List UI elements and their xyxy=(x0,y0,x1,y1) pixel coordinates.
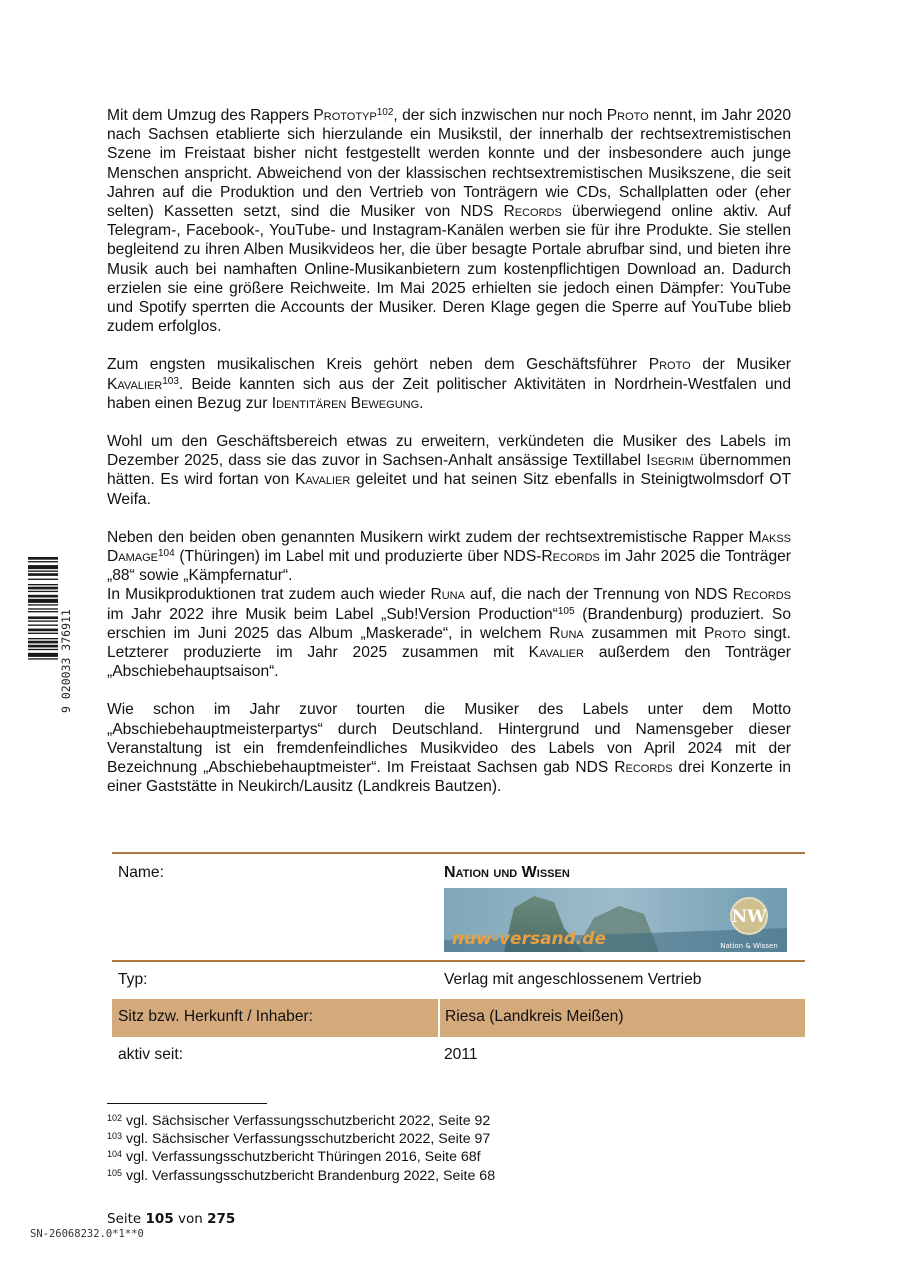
name-records: Records xyxy=(541,548,600,566)
text: der Musiker xyxy=(690,356,791,374)
barcode-bar xyxy=(28,645,58,648)
name-cell xyxy=(439,853,805,961)
barcode-bar xyxy=(28,653,58,657)
document-code: SN-26068232.0*1**0 xyxy=(30,1228,144,1240)
paragraph-5 xyxy=(107,585,791,681)
footnote-separator xyxy=(107,1103,267,1104)
name-proto: Proto xyxy=(703,624,746,642)
barcode-bar xyxy=(28,587,58,590)
banner-logo-caption: Nation & Wissen xyxy=(720,942,778,950)
barcode-bars xyxy=(28,557,58,660)
barcode-bar xyxy=(28,565,58,569)
table-row-typ xyxy=(112,961,805,999)
page-number xyxy=(107,1211,235,1227)
body-text xyxy=(107,106,791,816)
barcode-bar xyxy=(28,620,58,621)
barcode-bar xyxy=(28,629,58,632)
org-name: Nation und Wissen xyxy=(444,864,570,881)
footnote-number: 104 xyxy=(107,1149,123,1160)
name-records: Records xyxy=(614,759,673,777)
barcode-bar xyxy=(28,571,58,572)
text: Neben den beiden oben genannten Musikern wirkt zudem der rechtsextremistische Rapper xyxy=(107,528,749,546)
barcode-bar xyxy=(28,611,58,612)
name-runa: Runa xyxy=(430,586,465,604)
footnote-text: vgl. Verfassungsschutzbericht Thüringen 2016, Seite 68f xyxy=(122,1149,481,1166)
page-current: 105 xyxy=(145,1211,174,1227)
footnote-ref-105[interactable]: 105 xyxy=(557,605,575,617)
name-label: Name: xyxy=(112,853,439,961)
footnote-number: 102 xyxy=(107,1113,123,1123)
barcode-bar xyxy=(28,584,58,585)
barcode-bar xyxy=(28,573,58,576)
barcode-bar xyxy=(28,649,58,650)
text: (Thüringen) im Label mit und produzierte über NDS- xyxy=(174,548,542,566)
barcode-bar xyxy=(28,579,58,580)
name-proto: Proto xyxy=(648,356,691,374)
text: singt. Letzterer produzierte im Jahr 2025 zusammen mit xyxy=(107,624,791,662)
name-nds-records: NDS Records xyxy=(460,203,562,221)
aktiv-label: aktiv seit: xyxy=(118,1046,183,1063)
barcode-bar xyxy=(28,595,58,598)
paragraph-6 xyxy=(107,700,791,796)
paragraph-4 xyxy=(107,528,791,586)
text: übernommen hätten. Es wird fortan von xyxy=(107,452,791,489)
name-records: Records xyxy=(732,586,791,604)
footnote-text: vgl. Sächsischer Verfassungsschutzbericht 2022, Seite 97 xyxy=(122,1131,491,1148)
text: nennt, im Jahr 2020 nach Sachsen etablierte sich hierzulande ein Musikstil, der innerhalb der rechtsextremistischen Szene im Freistaat bisher nicht festgestellt werden konnte und der insbesondere auch junge Menschen anspricht. Abweichend von der klassischen rechtsextremistischen Musikszene, die seit Jahren auf die Produktion und den Vertrieb von Tonträgern wie CDs, Schallplatten oder (eher selten) Kassetten setzt, sind die Musiker von xyxy=(107,107,791,221)
table-row-sitz xyxy=(112,999,805,1037)
barcode-bar xyxy=(28,638,58,639)
paragraph-3 xyxy=(107,432,791,509)
footnote-item xyxy=(107,1148,495,1166)
footnote-item xyxy=(107,1167,495,1185)
text: überwiegend online aktiv. Auf Telegram-, Facebook-, YouTube- und Instagram-Kanälen werben sie für ihre Produkte. Sie stellen begleitend zu ihren Alben Musikvideos her, die über besagte Portale abrufbar sind, und bieten ihre Musik auch bei namhaften Online-Musikanbietern zum kostenpflichtigen Download an. Dadurch erzielen sie eine größere Reichweite. Im Mai 2025 erhielten sie jedoch einen Dämpfer: YouTube und Spotify sperrten die Accounts der Musiker. Deren Klage gegen die Sperre auf YouTube blieb zudem erfolglos. xyxy=(107,203,791,336)
barcode-digits: 9 020033 376911 xyxy=(59,609,73,713)
page-total: 275 xyxy=(207,1211,236,1227)
barcode-bar xyxy=(28,561,58,562)
footnote-ref-102[interactable]: 102 xyxy=(376,107,394,118)
label-info-table xyxy=(112,852,805,1075)
footnote-number: 105 xyxy=(107,1167,123,1178)
barcode-bar xyxy=(28,608,58,609)
text: (Brandenburg) produziert. So erschien im Juni 2025 das Album „Maskerade“, in welchem xyxy=(107,605,791,642)
banner-site-text: nuw-versand.de xyxy=(452,929,606,949)
barcode-bar xyxy=(28,557,58,560)
text: Mit dem Umzug des Rappers xyxy=(107,107,314,124)
page-middle: von xyxy=(173,1211,208,1227)
sitz-label: Sitz bzw. Herkunft / Inhaber: xyxy=(112,999,439,1037)
name-prototyp: Prototyp xyxy=(313,107,377,124)
barcode-bar xyxy=(28,616,58,619)
text: drei Konzerte in einer Gaststätte in Neukirch/Lausitz (Landkreis Bautzen). xyxy=(107,759,791,796)
text: In Musikproduktionen trat zudem auch wieder xyxy=(107,586,431,604)
text: außerdem den Tonträger „Abschiebehauptsaison“. xyxy=(107,644,791,681)
barcode-bar xyxy=(28,633,58,634)
text: im Jahr 2025 die Tonträger „88“ sowie „Kämpfernatur“. xyxy=(107,548,791,585)
barcode-bar xyxy=(28,625,58,626)
page-prefix: Seite xyxy=(107,1211,146,1227)
banner-logo-letters: NW xyxy=(731,907,767,927)
barcode-bar xyxy=(28,658,58,659)
barcode-bar xyxy=(28,604,58,605)
text: geleitet und hat seinen Sitz ebenfalls in Steinigtwolmsdorf OT Weifa. xyxy=(107,471,791,508)
barcode-bar xyxy=(28,641,58,644)
name-isegrim: Isegrim xyxy=(646,452,694,470)
text: zusammen mit xyxy=(583,624,704,642)
barcode-bar xyxy=(28,591,58,592)
footnote-ref-104[interactable]: 104 xyxy=(158,548,175,560)
name-kavalier: Kavalier xyxy=(295,471,351,489)
sitz-value: Riesa (Landkreis Meißen) xyxy=(439,999,805,1037)
table-row-name xyxy=(112,853,805,961)
text: Wohl um den Geschäftsbereich etwas zu erweitern, verkündeten die Musiker des Labels im Dezember 2025, dass sie das zuvor in Sachsen-Anhalt ansässige Textillabel xyxy=(107,433,791,470)
paragraph-1 xyxy=(107,106,791,336)
nuw-banner-image xyxy=(444,888,787,952)
name-kavalier: Kavalier xyxy=(528,644,584,662)
footnote-text: vgl. Verfassungsschutzbericht Brandenburg 2022, Seite 68 xyxy=(122,1167,496,1184)
footnote-ref-103[interactable]: 103 xyxy=(162,375,179,387)
aktiv-value: 2011 xyxy=(444,1046,478,1063)
footnote-number: 103 xyxy=(107,1131,123,1142)
footnotes xyxy=(107,1112,495,1185)
footnote-text: vgl. Sächsischer Verfassungsschutzbericht 2022, Seite 92 xyxy=(122,1113,491,1129)
text: Zum engsten musikalischen Kreis gehört neben dem Geschäftsführer xyxy=(107,356,649,374)
text: im Jahr 2022 ihre Musik beim Label „Sub!Version Production“ xyxy=(107,605,558,623)
text: auf, die nach der Trennung von NDS xyxy=(464,586,733,604)
text: Wie schon im Jahr zuvor tourten die Musiker des Labels unter dem Motto „Abschiebehauptmeisterpartys“ durch Deutschland. Hintergrund und Namensgeber dieser Veranstaltung ist ein fremdenfeindliches Musikvideo des Labels von April 2024 mit der Bezeichnung „Abschiebehauptmeister“. Im Freistaat Sachsen gab NDS xyxy=(107,701,791,777)
typ-label: Typ: xyxy=(118,971,148,988)
name-identitaere-bewegung: Identitären Bewegung xyxy=(271,394,420,412)
name-runa: Runa xyxy=(549,624,584,642)
footnote-item xyxy=(107,1130,495,1148)
footnote-item xyxy=(107,1112,495,1130)
barcode xyxy=(26,555,74,715)
name-makss-damage: Makss Damage xyxy=(107,528,791,566)
table-row-aktiv xyxy=(112,1037,805,1075)
text: . xyxy=(419,394,424,412)
name-proto: Proto xyxy=(606,107,649,124)
name-kavalier: Kavalier xyxy=(107,375,163,393)
paragraph-2 xyxy=(107,355,791,413)
text: , der sich inzwischen nur noch xyxy=(393,107,607,124)
typ-value: Verlag mit angeschlossenem Vertrieb xyxy=(444,971,702,988)
barcode-bar xyxy=(28,599,58,603)
text: . Beide kannten sich aus der Zeit politischer Aktivitäten in Nordrhein-Westfalen und haben einen Bezug zur xyxy=(107,375,791,412)
